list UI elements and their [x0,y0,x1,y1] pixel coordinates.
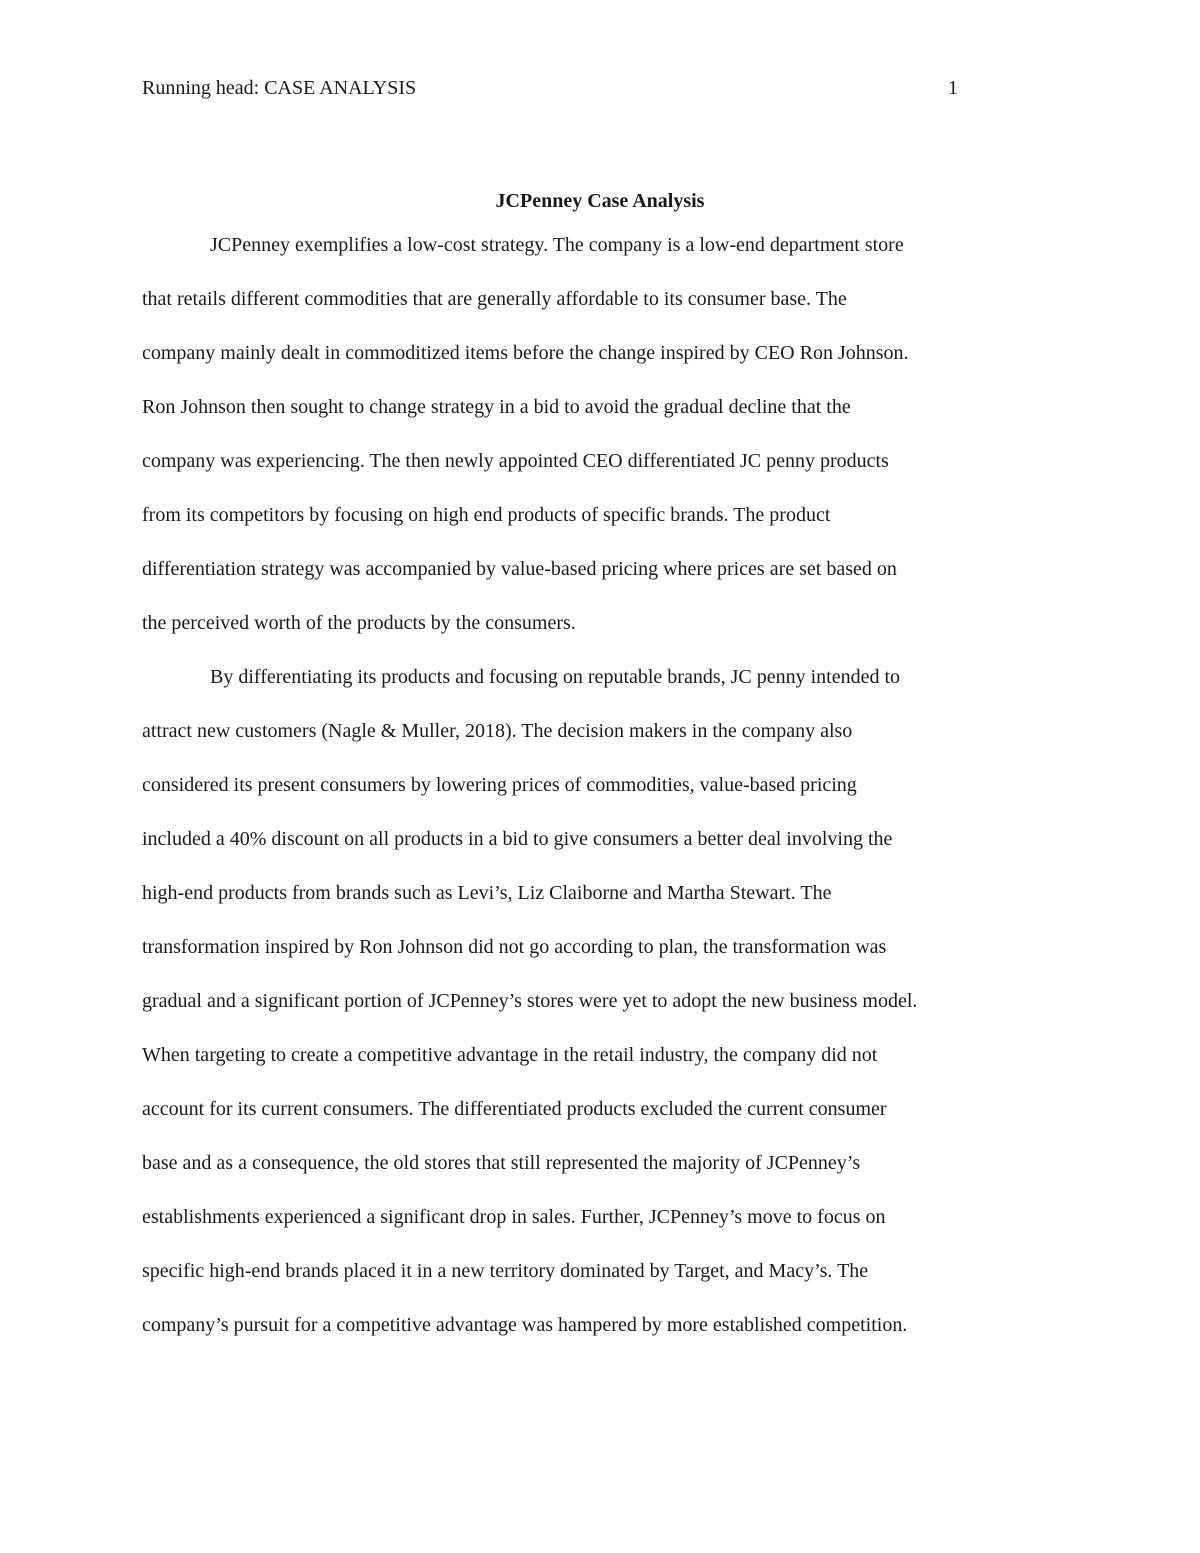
page-number: 1 [948,77,958,99]
paragraph-line: high-end products from brands such as Levi’s, Liz Claiborne and Martha Stewart. The [142,882,832,904]
page-header [142,74,958,102]
paragraph-line: establishments experienced a significant drop in sales. Further, JCPenney’s move to focus on [142,1206,886,1228]
paragraph-line: differentiation strategy was accompanied by value-based pricing where prices are set based on [142,558,897,580]
paragraph-line: attract new customers (Nagle & Muller, 2018). The decision makers in the company also [142,720,853,742]
document-body [142,218,1056,1352]
paragraph-line: company was experiencing. The then newly appointed CEO differentiated JC penny products [142,450,889,472]
document-title: JCPenney Case Analysis [495,190,705,212]
paragraph-2 [142,650,1056,1352]
paragraph-line: from its competitors by focusing on high end products of specific brands. The product [142,504,831,526]
paragraph-line: company’s pursuit for a competitive advantage was hampered by more established competition. [142,1314,908,1336]
paragraph-line: transformation inspired by Ron Johnson did not go according to plan, the transformation was [142,936,887,958]
paragraph-line: considered its present consumers by lowering prices of commodities, value-based pricing [142,774,857,796]
paragraph-line: account for its current consumers. The differentiated products excluded the current consumer [142,1098,887,1120]
paragraph-1 [142,218,1056,650]
paragraph-line: By differentiating its products and focusing on reputable brands, JC penny intended to [210,666,901,688]
paragraph-line: that retails different commodities that are generally affordable to its consumer base. The [142,288,847,310]
paragraph-line: company mainly dealt in commoditized items before the change inspired by CEO Ron Johnson. [142,342,909,364]
paragraph-line: gradual and a significant portion of JCPenney’s stores were yet to adopt the new business model. [142,990,918,1012]
paragraph-line: Ron Johnson then sought to change strategy in a bid to avoid the gradual decline that the [142,396,851,418]
paragraph-line: base and as a consequence, the old stores that still represented the majority of JCPenney’s [142,1152,861,1174]
paragraph-line: the perceived worth of the products by the consumers. [142,612,576,634]
running-head: Running head: CASE ANALYSIS [142,77,417,99]
paragraph-line: JCPenney exemplifies a low-cost strategy. The company is a low-end department store [210,234,904,256]
paragraph-line: specific high-end brands placed it in a new territory dominated by Target, and Macy’s. The [142,1260,869,1282]
paragraph-line: included a 40% discount on all products in a bid to give consumers a better deal involving the [142,828,893,850]
paragraph-line: When targeting to create a competitive advantage in the retail industry, the company did not [142,1044,878,1066]
